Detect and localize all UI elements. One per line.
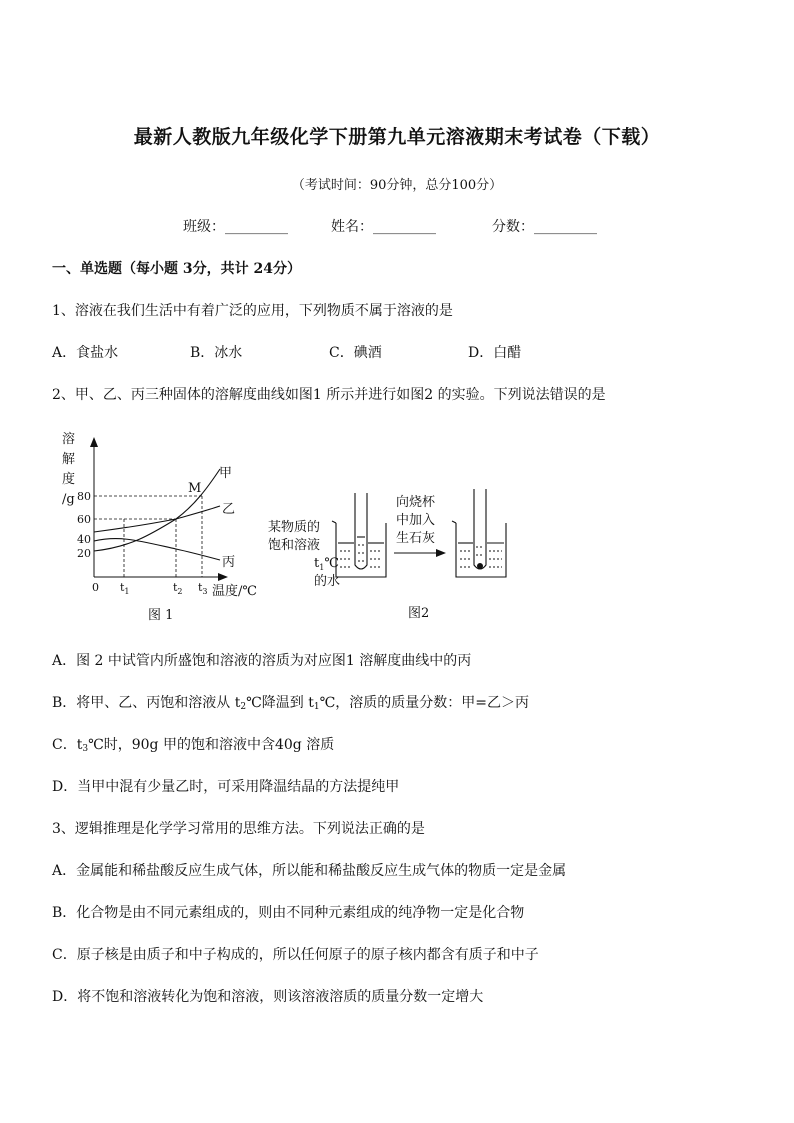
question-2-stem: 2、甲、乙、丙三种固体的溶解度曲线如图1 所示并进行如图2 的实验。下列说法错误的是 — [52, 387, 606, 403]
arrow-label-line2: 中加入 — [396, 513, 436, 528]
ylabel-char-3: 度 — [62, 472, 76, 487]
beaker-left — [332, 493, 386, 577]
name-field: 姓名：_________ — [331, 219, 436, 235]
q2-option-d: D．当甲中混有少量乙时，可采用降温结晶的方法提纯甲 — [52, 779, 400, 795]
q3-option-b: B．化合物是由不同元素组成的，则由不同种元素组成的纯净物一定是化合物 — [52, 905, 525, 921]
water-label-line1: $t_1℃$ — [314, 556, 339, 572]
beaker-left-liquid — [340, 545, 382, 567]
xtick-0: 0 — [92, 581, 99, 594]
arrow-label-line3: 生石灰 — [396, 531, 436, 546]
guide-lines — [94, 496, 202, 577]
q3-option-c: C．原子核是由质子和中子构成的，所以任何原子的原子核内都含有质子和中子 — [52, 947, 539, 963]
figure-1-caption: 图 1 — [148, 608, 174, 623]
ytick-40: 40 — [77, 533, 91, 546]
ytick-60: 60 — [77, 513, 91, 526]
question-1-stem: 1、溶液在我们生活中有着广泛的应用，下列物质不属于溶液的是 — [52, 303, 453, 319]
point-m-label: M — [188, 481, 202, 496]
x-axis-label: 温度/℃ — [212, 584, 257, 599]
section-heading: 一、单选题（每小题 3分，共计 24分） — [52, 261, 301, 277]
precipitate-dot — [477, 563, 483, 569]
water-label-line2: 的水 — [314, 574, 341, 589]
solubility-curve-figure — [50, 425, 275, 630]
q1-option-c: C．碘酒 — [329, 345, 382, 361]
ytick-80: 80 — [77, 490, 91, 503]
page-title: 最新人教版九年级化学下册第九单元溶液期末考试卷（下载） — [133, 126, 661, 148]
solution-label-line1: 某物质的 — [268, 520, 321, 535]
ylabel-char-2: 解 — [62, 452, 76, 467]
experiment-figure — [262, 485, 562, 625]
q1-option-b: B．冰水 — [190, 345, 243, 361]
score-field: 分数：_________ — [492, 219, 597, 235]
y-axis-arrow-icon — [90, 437, 98, 447]
q2-option-c: C．$t_3℃$时，90g 甲的饱和溶液中含40g 溶质 — [52, 737, 335, 754]
ylabel-char-1: 溶 — [62, 432, 76, 447]
q2-option-a: A．图 2 中试管内所盛饱和溶液的溶质为对应图1 溶解度曲线中的丙 — [52, 653, 472, 669]
curve-bing — [94, 539, 220, 560]
q1-option-a: A．食盐水 — [52, 345, 119, 361]
solution-label-line2: 饱和溶液 — [268, 538, 321, 553]
xtick-t2: $t_2$ — [173, 581, 183, 596]
ylabel-char-4: /g — [62, 492, 75, 507]
xtick-t1: $t_1$ — [120, 581, 130, 596]
series-label-bing: 丙 — [222, 555, 236, 570]
q3-option-d: D．将不饱和溶液转化为饱和溶液，则该溶液溶质的质量分数一定增大 — [52, 989, 484, 1005]
exam-subtitle: （考试时间：90分钟，总分100分） — [291, 178, 503, 193]
series-label-jia: 甲 — [219, 466, 233, 481]
q1-option-d: D．白醋 — [468, 345, 522, 361]
ytick-20: 20 — [77, 547, 91, 560]
figure-2-caption: 图2 — [408, 606, 430, 621]
class-field: 班级：_________ — [183, 219, 288, 235]
x-axis-arrow-icon — [218, 573, 228, 581]
series-label-yi: 乙 — [222, 502, 236, 517]
question-3-stem: 3、逻辑推理是化学学习常用的思维方法。下列说法正确的是 — [52, 821, 425, 837]
arrow-label-line1: 向烧杯 — [396, 495, 436, 510]
q2-option-b: B．将甲、乙、丙饱和溶液从 $t_2℃$降温到 $t_1℃$，溶质的质量分数：甲=乙＞丙 — [52, 695, 529, 712]
q3-option-a: A．金属能和稀盐酸反应生成气体，所以能和稀盐酸反应生成气体的物质一定是金属 — [52, 863, 567, 879]
arrow-head-icon — [436, 549, 446, 557]
xtick-t3: $t_3$ — [198, 581, 208, 596]
